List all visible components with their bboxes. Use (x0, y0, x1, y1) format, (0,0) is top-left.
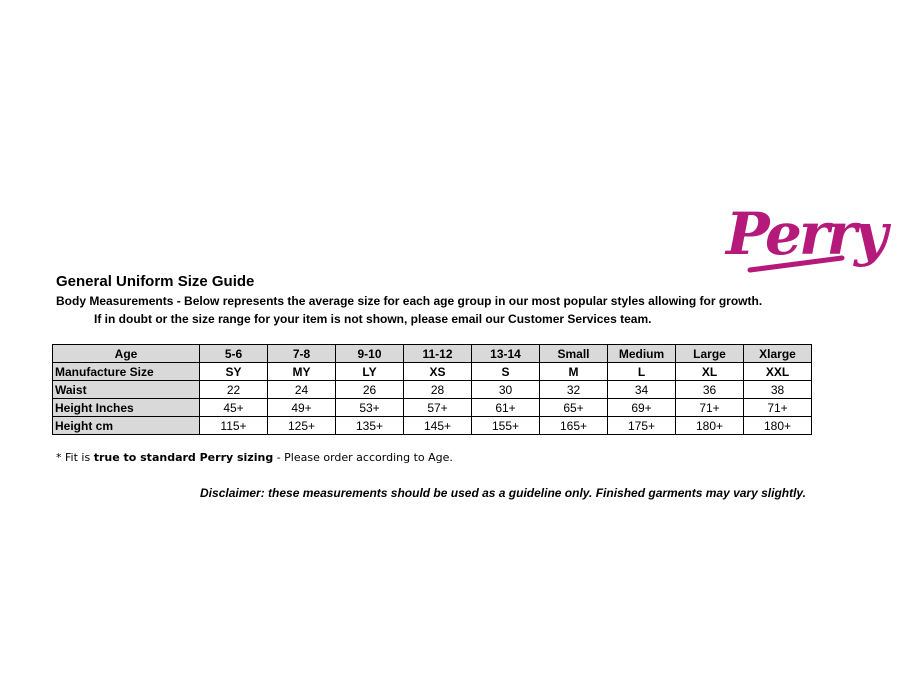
table-cell: 165+ (540, 417, 608, 435)
table-row (53, 381, 812, 399)
table-row (53, 417, 812, 435)
row-label: Height Inches (53, 399, 200, 417)
header-cell: Xlarge (744, 345, 812, 363)
table-cell: 26 (336, 381, 404, 399)
table-cell: 45+ (200, 399, 268, 417)
table-cell: LY (336, 363, 404, 381)
header-cell: 9-10 (336, 345, 404, 363)
header-cell: Small (540, 345, 608, 363)
header-cell: 11-12 (404, 345, 472, 363)
header-cell: 7-8 (268, 345, 336, 363)
table-cell: 34 (608, 381, 676, 399)
table-cell: XXL (744, 363, 812, 381)
table-cell: 36 (676, 381, 744, 399)
table-cell: 57+ (404, 399, 472, 417)
subtitle-body-measurements: Body Measurements - Below represents the average size for each age group in our most popular styles allowing for growth. (56, 294, 763, 308)
table-cell: 115+ (200, 417, 268, 435)
table-row (53, 399, 812, 417)
table-cell: S (472, 363, 540, 381)
svg-text:Perry: Perry (726, 200, 885, 268)
table-cell: M (540, 363, 608, 381)
table-cell: 135+ (336, 417, 404, 435)
table-cell: L (608, 363, 676, 381)
table-cell: 155+ (472, 417, 540, 435)
table-cell: 28 (404, 381, 472, 399)
table-cell: 32 (540, 381, 608, 399)
table-cell: MY (268, 363, 336, 381)
row-label: Manufacture Size (53, 363, 200, 381)
table-cell: XS (404, 363, 472, 381)
header-cell: 13-14 (472, 345, 540, 363)
table-cell: 145+ (404, 417, 472, 435)
header-cell: Large (676, 345, 744, 363)
fit-note-suffix: - Please order according to Age. (273, 451, 453, 464)
table-cell: 22 (200, 381, 268, 399)
table-cell: 180+ (744, 417, 812, 435)
table-cell: 71+ (744, 399, 812, 417)
table-cell: 38 (744, 381, 812, 399)
fit-note-emphasis: true to standard Perry sizing (93, 451, 274, 464)
fit-note-prefix: * Fit is (56, 451, 94, 464)
table-cell: 125+ (268, 417, 336, 435)
table-cell: 71+ (676, 399, 744, 417)
size-guide-table (52, 344, 812, 435)
table-cell: 69+ (608, 399, 676, 417)
table-cell: 30 (472, 381, 540, 399)
table-cell: 175+ (608, 417, 676, 435)
row-label: Height cm (53, 417, 200, 435)
page-title: General Uniform Size Guide (56, 273, 255, 290)
table-cell: 53+ (336, 399, 404, 417)
table-cell: 180+ (676, 417, 744, 435)
header-cell: Medium (608, 345, 676, 363)
subtitle-contact-note: If in doubt or the size range for your item is not shown, please email our Customer Services team. (94, 312, 652, 326)
row-label: Waist (53, 381, 200, 399)
header-cell: 5-6 (200, 345, 268, 363)
table-header-row (53, 345, 812, 363)
table-cell: 24 (268, 381, 336, 399)
table-cell: 49+ (268, 399, 336, 417)
table-row (53, 363, 812, 381)
table-cell: 61+ (472, 399, 540, 417)
fit-note (56, 451, 453, 464)
header-label: Age (53, 345, 200, 363)
table-cell: XL (676, 363, 744, 381)
table-cell: 65+ (540, 399, 608, 417)
perry-logo (722, 190, 885, 276)
table-cell: SY (200, 363, 268, 381)
disclaimer: Disclaimer: these measurements should be used as a guideline only. Finished garments may vary slightly. (200, 486, 806, 500)
